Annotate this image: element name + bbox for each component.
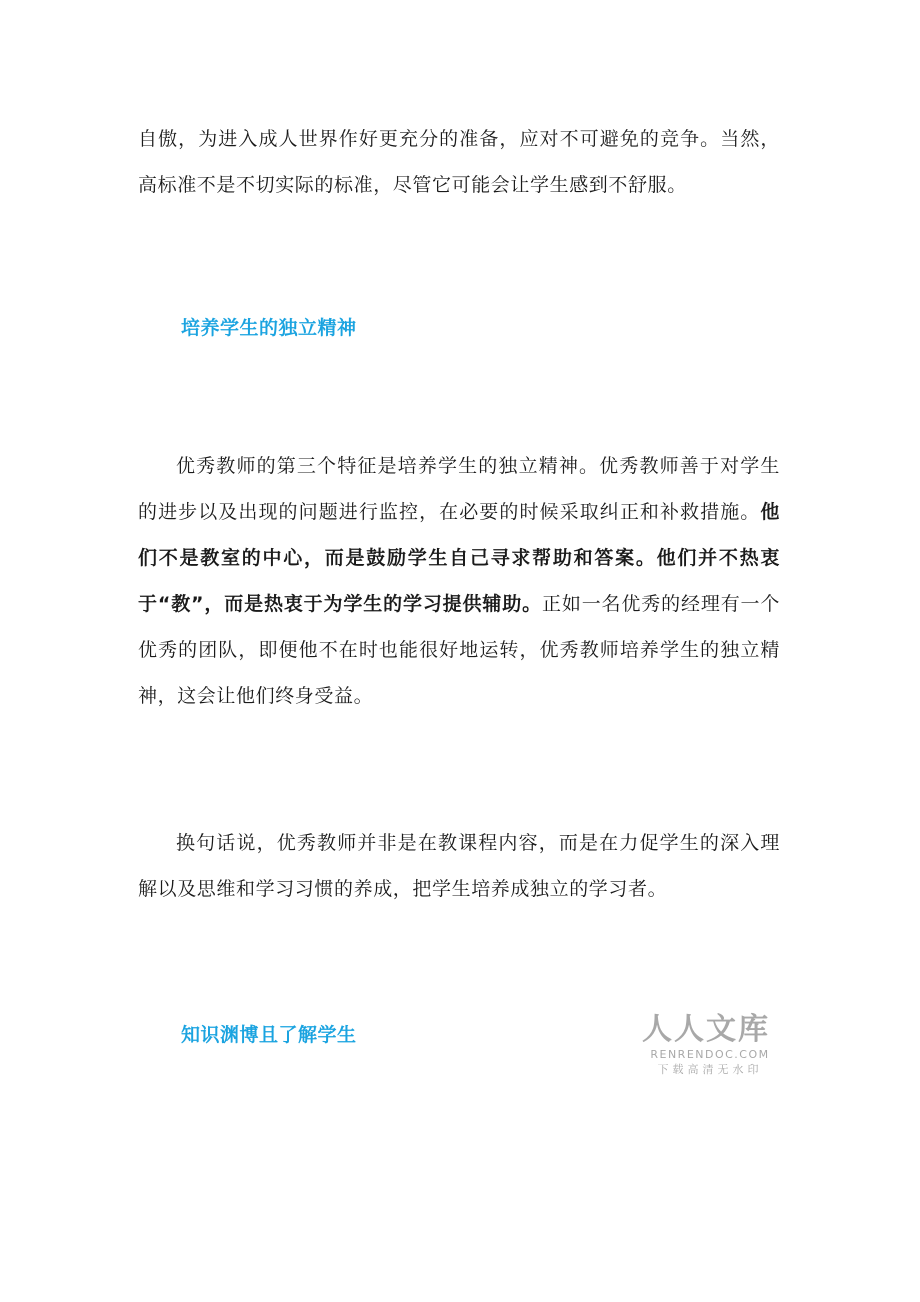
watermark-logo: [640, 1012, 780, 1078]
section-heading: 知识渊博且了解学生: [181, 1024, 357, 1046]
paragraph-text-segment: 正如一名优秀的经理有一个优秀的团队，即便他不在时也能很好地运转，优秀教师培养学生的独立精神，这会让他们终身受益。: [138, 593, 781, 707]
section-heading: 培养学生的独立精神: [181, 317, 357, 339]
paragraph-text: [138, 443, 780, 719]
paragraph-bold-text: 他们不是教室的中心，而是鼓励学生自己寻求帮助和答案。他们并不热衷于“教”，而是热衷于为学生的学习提供辅助。: [138, 501, 780, 615]
watermark-domain: RENRENDOC.COM: [650, 1048, 770, 1061]
watermark-title: 人人文库: [642, 1012, 770, 1047]
paragraph-text-segment: 优秀教师的第三个特征是培养学生的独立精神。优秀教师善于对学生的进步以及出现的问题进行监控，在必要的时候采取纠正和补救措施。: [138, 455, 780, 523]
paragraph-text: 自傲，为进入成人世界作好更充分的准备，应对不可避免的竞争。当然，高标准不是不切实际的标准，尽管它可能会让学生感到不舒服。: [138, 128, 780, 196]
watermark-subtitle: 下载高清无水印: [657, 1063, 763, 1076]
paragraph-text: 换句话说，优秀教师并非是在教课程内容，而是在力促学生的深入理解以及思维和学习习惯的养成，把学生培养成独立的学习者。: [138, 832, 780, 900]
